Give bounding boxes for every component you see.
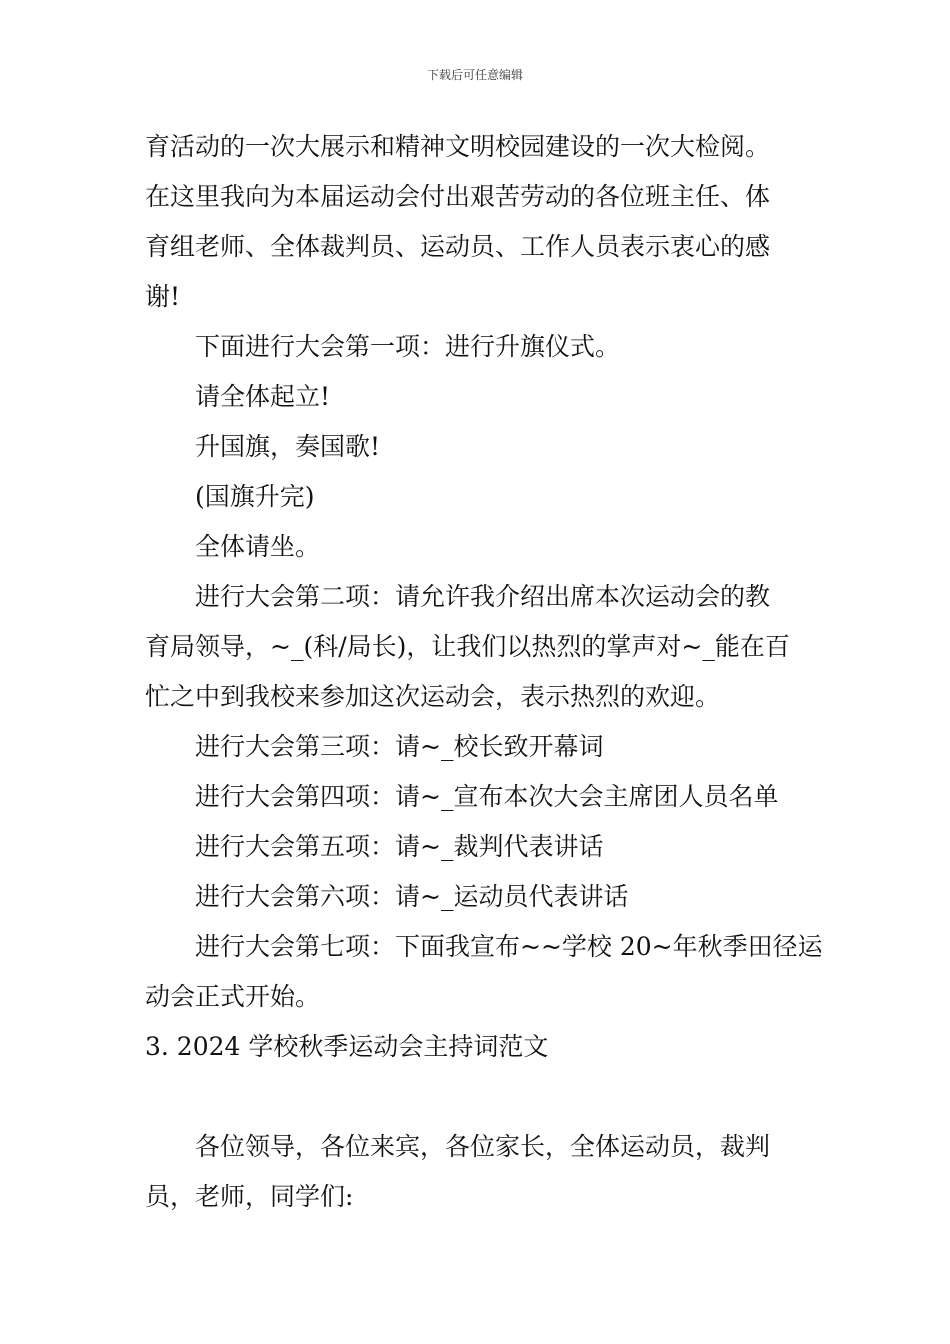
paragraph-line: 升国旗，奏国歌!	[195, 432, 381, 461]
paragraph-line: 下面进行大会第一项：进行升旗仪式。	[195, 332, 621, 361]
paragraph-line: 各位领导，各位来宾，各位家长，全体运动员，裁判	[195, 1132, 771, 1161]
section-heading: 3. 2024 学校秋季运动会主持词范文	[145, 1032, 549, 1061]
paragraph-line: 请全体起立!	[195, 382, 331, 411]
paragraph-line: 进行大会第七项：下面我宣布~~学校 20~年秋季田径运	[195, 932, 823, 961]
paragraph-line: 进行大会第六项：请~_运动员代表讲话	[195, 882, 629, 911]
paragraph-line: 忙之中到我校来参加这次运动会，表示热烈的欢迎。	[145, 682, 721, 711]
paragraph-line: 谢!	[145, 282, 181, 311]
paragraph-line: 动会正式开始。	[145, 982, 321, 1011]
paragraph-line: 进行大会第四项：请~_宣布本次大会主席团人员名单	[195, 782, 779, 811]
paragraph-line: 进行大会第五项：请~_裁判代表讲话	[195, 832, 604, 861]
paragraph-line: 员，老师，同学们:	[145, 1182, 354, 1211]
page-header: 下载后可任意编辑	[426, 68, 523, 82]
paragraph-line: 育组老师、全体裁判员、运动员、工作人员表示衷心的感	[145, 232, 771, 261]
paragraph-line: 在这里我向为本届运动会付出艰苦劳动的各位班主任、体	[145, 182, 771, 211]
document-body	[145, 122, 823, 1222]
paragraph-line: 全体请坐。	[195, 532, 321, 561]
paragraph-line: 进行大会第三项：请~_校长致开幕词	[195, 732, 604, 761]
paragraph-line: (国旗升完)	[195, 482, 315, 511]
blank-line	[145, 1072, 815, 1122]
paragraph-line: 进行大会第二项：请允许我介绍出席本次运动会的教	[195, 582, 771, 611]
paragraph-line: 育活动的一次大展示和精神文明校园建设的一次大检阅。	[145, 132, 771, 161]
paragraph-line: 育局领导，~_(科/局长)，让我们以热烈的掌声对~_能在百	[145, 632, 790, 661]
